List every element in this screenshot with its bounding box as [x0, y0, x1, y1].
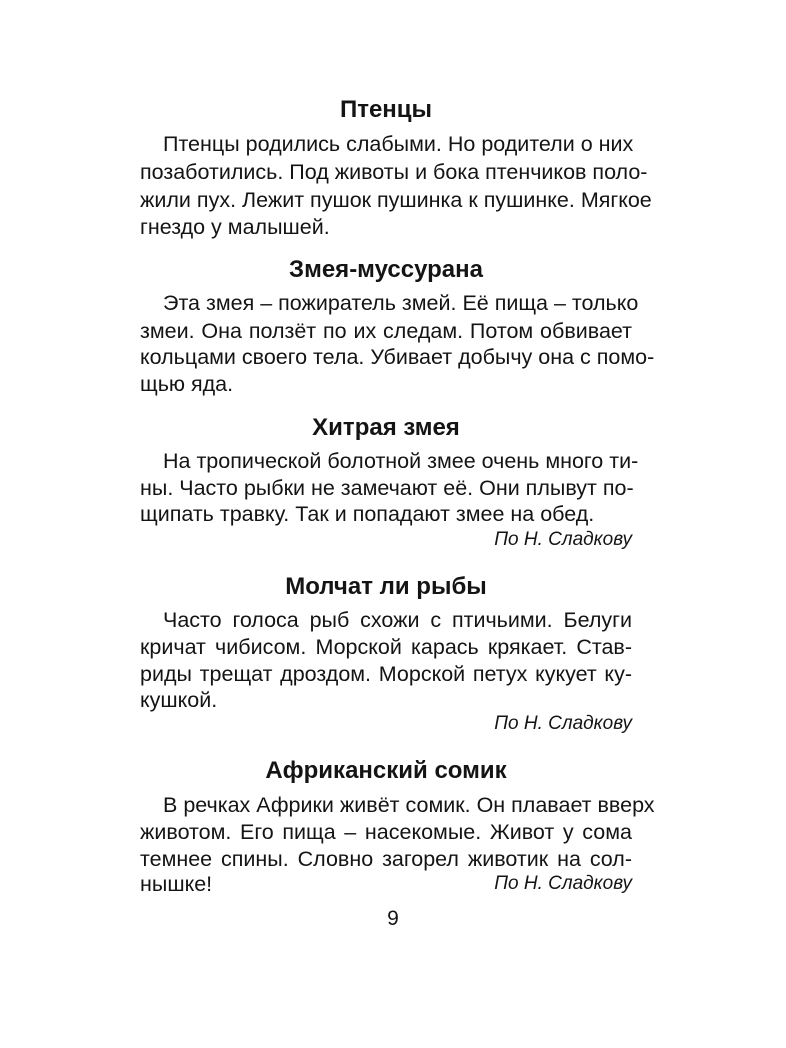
paragraph-line: кричат чибисом. Морской карась крякает. Став- — [140, 635, 632, 659]
paragraph-line: кольцами своего тела. Убивает добычу она с помо- — [140, 345, 655, 369]
paragraph-line: темнее спины. Словно загорел животик на сол- — [140, 847, 632, 871]
paragraph-line: В речках Африки живёт сомик. Он плавает вверх — [163, 793, 655, 817]
paragraph-line: змеи. Она ползёт по их следам. Потом обвивает — [140, 319, 632, 343]
paragraph-line: кушкой. — [140, 688, 218, 712]
paragraph-line: ны. Часто рыбки не замечают её. Они плывут по- — [140, 476, 634, 500]
paragraph-line: позаботились. Под животы и бока птенчиков поло- — [140, 160, 648, 184]
paragraph-line: риды трещат дроздом. Морской петух кукует ку- — [140, 662, 632, 686]
author-credit: По Н. Сладкову — [494, 873, 632, 894]
paragraph-line: животом. Его пища – насекомые. Живот у сома — [140, 820, 632, 844]
section-title-molchat-li-ryby: Молчат ли рыбы — [285, 573, 487, 600]
paragraph-line: Птенцы родились слабыми. Но родители о них — [163, 132, 634, 156]
paragraph-line: жили пух. Лежит пушок пушинка к пушинке. Мягкое — [140, 188, 652, 212]
section-title-ptentsy: Птенцы — [339, 96, 433, 123]
section-title-afrikanskiy-somik: Африканский сомик — [265, 757, 507, 784]
author-credit: По Н. Сладкову — [494, 529, 632, 550]
section-title-zmeya-mussurana: Змея-муссурана — [289, 256, 483, 283]
author-credit: По Н. Сладкову — [494, 713, 632, 734]
paragraph-line: нышке! — [140, 872, 213, 896]
paragraph-line: Эта змея – пожиратель змей. Её пища – только — [163, 291, 639, 315]
paragraph-line: Часто голоса рыб схожи с птичьими. Белуги — [163, 608, 632, 632]
page-number: 9 — [387, 907, 399, 930]
section-title-khitraya-zmeya: Хитрая змея — [312, 414, 460, 441]
paragraph-line: На тропической болотной змее очень много ти- — [163, 449, 639, 473]
paragraph-line: гнездо у малышей. — [140, 215, 330, 239]
paragraph-line: щью яда. — [140, 372, 234, 396]
paragraph-line: щипать травку. Так и попадают змее на обед. — [140, 502, 595, 526]
